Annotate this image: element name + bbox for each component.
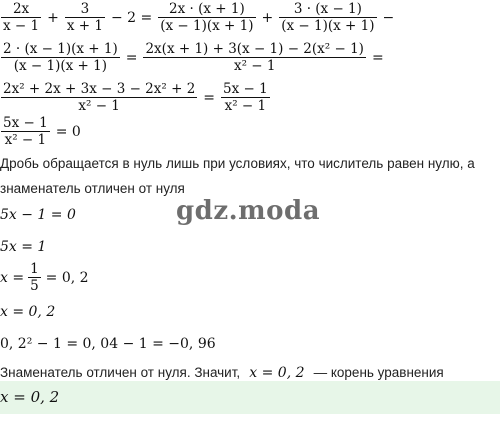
denominator: (x − 1)(x + 1) <box>160 18 254 35</box>
explanation-line-2: знаменатель отличен от нуля <box>0 181 185 196</box>
fraction <box>1 116 50 147</box>
numerator: 5x − 1 <box>223 81 268 97</box>
operator: + <box>47 9 59 26</box>
operator: + <box>261 9 274 26</box>
equation-line-4 <box>0 116 86 147</box>
numerator: 2 · (x − 1)(x + 1) <box>3 41 118 57</box>
operator: = <box>125 49 138 66</box>
equation-line-3 <box>0 82 271 113</box>
operator: = <box>203 89 216 106</box>
denominator: (x − 1)(x + 1) <box>281 18 375 35</box>
conclusion-math: x = 0, 2 <box>249 365 305 381</box>
equation-line-1 <box>0 2 399 33</box>
denominator: x − 1 <box>3 18 40 35</box>
answer-value: x = 0, 2 <box>0 388 60 406</box>
equation-5x-minus-1: 5x − 1 = 0 <box>0 207 76 223</box>
denominator: x² − 1 <box>233 58 276 75</box>
fraction <box>279 2 376 33</box>
denominator: x + 1 <box>66 18 103 35</box>
numerator: 3 · (x − 1) <box>293 1 362 17</box>
conclusion-text-1: Знаменатель отличен от нуля. Значит, <box>0 365 241 380</box>
equation-x-fraction <box>0 262 89 293</box>
equation-5x-eq-1: 5x = 1 <box>0 239 47 255</box>
denominator: (x − 1)(x + 1) <box>13 58 107 75</box>
explanation-line-1: Дробь обращается в нуль лишь при условиях, что числитель равен нулю, а <box>0 156 475 171</box>
equation-line-2 <box>0 42 389 73</box>
rhs: = 0, 2 <box>45 269 89 286</box>
denominator: 5 <box>30 278 39 295</box>
operator: = <box>371 49 384 66</box>
fraction <box>158 2 255 33</box>
equation-x-value: x = 0, 2 <box>0 304 56 320</box>
conclusion-line <box>0 362 444 381</box>
numerator: 1 <box>30 261 39 277</box>
fraction <box>1 82 197 113</box>
lhs: x = <box>0 269 25 286</box>
numerator: 3 <box>80 1 90 17</box>
denominator: x² − 1 <box>78 98 120 115</box>
denominator: x² − 1 <box>4 132 47 149</box>
operator: − <box>382 9 395 26</box>
numerator: 2x <box>12 1 30 17</box>
denominator: x² − 1 <box>224 98 267 115</box>
fraction <box>143 42 365 73</box>
numerator: 2x · (x + 1) <box>169 1 245 17</box>
numerator: 2x² + 2x + 3x − 3 − 2x² + 2 <box>3 81 196 97</box>
numerator: 5x − 1 <box>3 115 48 131</box>
fraction <box>28 262 41 293</box>
fraction <box>1 42 120 73</box>
operator: = 0 <box>55 123 81 140</box>
fraction <box>65 2 105 33</box>
operator: − 2 = <box>110 9 153 26</box>
conclusion-text-2: — корень уравнения <box>313 365 444 380</box>
fraction <box>1 2 41 33</box>
answer-box <box>0 381 500 414</box>
watermark-logo: gdz.moda <box>176 196 321 226</box>
equation-check: 0, 2² − 1 = 0, 04 − 1 = −0, 96 <box>0 336 216 352</box>
fraction <box>221 82 270 113</box>
numerator: 2x(x + 1) + 3(x − 1) − 2(x² − 1) <box>145 41 364 57</box>
